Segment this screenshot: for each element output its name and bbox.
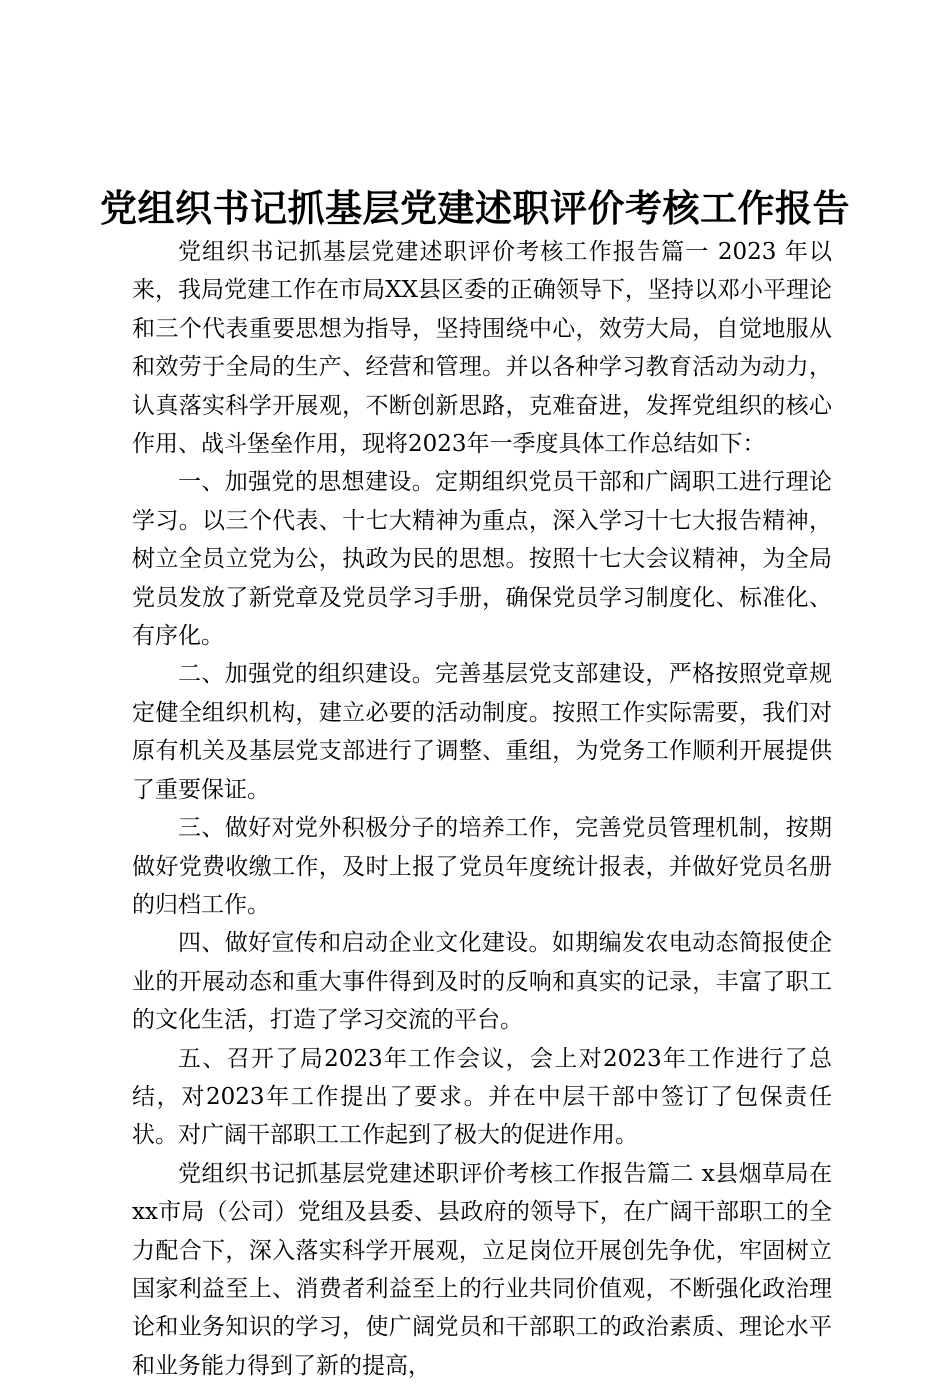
document-body (132, 233, 832, 1385)
document-title: 党组织书记抓基层党建述职评价考核工作报告 (100, 186, 850, 230)
paragraph: 党组织书记抓基层党建述职评价考核工作报告篇二 x县烟草局在xx市局（公司）党组及县委、县政府的领导下，在广阔干部职工的全力配合下，深入落实科学开展观，立足岗位开展创先争优，牢固树立国家利益至上、消费者利益至上的行业共同价值观，不断强化政治理论和业务知识的学习，使广阔党员和干部职工的政治素质、理论水平和业务能力得到了新的提高， (132, 1160, 832, 1379)
paragraph: 五、召开了局2023年工作会议，会上对2023年工作进行了总结，对2023年工作提出了要求。并在中层干部中签订了包保责任状。对广阔干部职工工作起到了极大的促进作用。 (132, 1045, 832, 1149)
paragraph: 四、做好宣传和启动企业文化建设。如期编发农电动态简报使企业的开展动态和重大事件得到及时的反响和真实的记录，丰富了职工的文化生活，打造了学习交流的平台。 (132, 930, 832, 1034)
paragraph: 三、做好对党外积极分子的培养工作，完善党员管理机制，按期做好党费收缴工作，及时上报了党员年度统计报表，并做好党员名册的归档工作。 (132, 815, 832, 918)
paragraph: 党组织书记抓基层党建述职评价考核工作报告篇一 2023 年以来，我局党建工作在市局XX县区委的正确领导下，坚持以邓小平理论和三个代表重要思想为指导，坚持围绕中心，效劳大局，自觉地服从和效劳于全局的生产、经营和管理。并以各种学习教育活动为动力，认真落实科学开展观，不断创新思路，克难奋进，发挥党组织的核心作用、战斗堡垒作用，现将2023年一季度具体工作总结如下： (132, 239, 832, 458)
paragraph: 二、加强党的组织建设。完善基层党支部建设，严格按照党章规定健全组织机构，建立必要的活动制度。按照工作实际需要，我们对原有机关及基层党支部进行了调整、重组，为党务工作顺利开展提供了重要保证。 (132, 661, 832, 803)
paragraph: 一、加强党的思想建设。定期组织党员干部和广阔职工进行理论学习。以三个代表、十七大精神为重点，深入学习十七大报告精神，树立全员立党为公，执政为民的思想。按照十七大会议精神，为全局党员发放了新党章及党员学习手册，确保党员学习制度化、标准化、有序化。 (132, 469, 832, 650)
